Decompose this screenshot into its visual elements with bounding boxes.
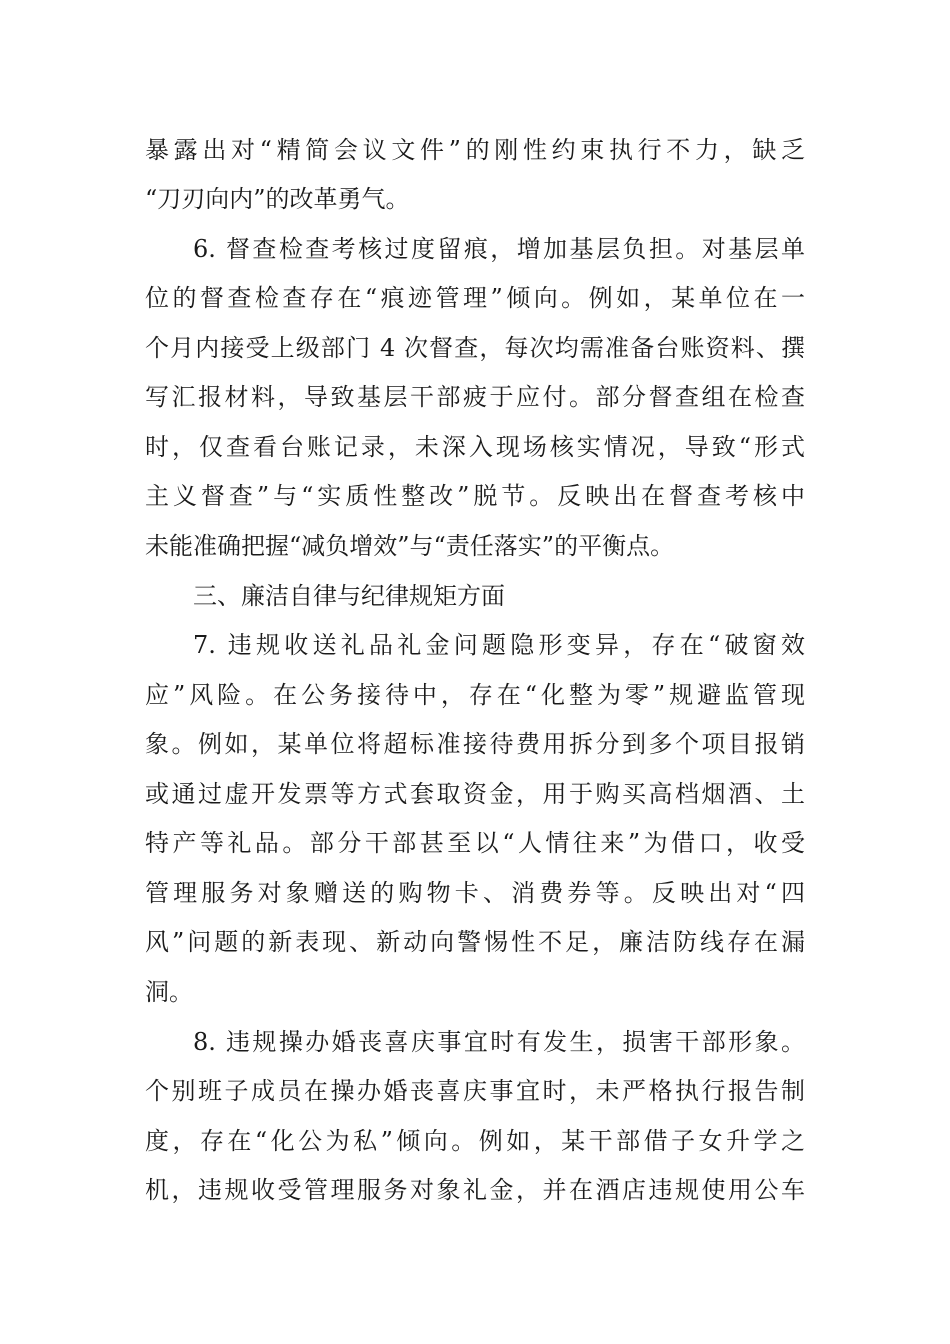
text-line: 6. 督查检查考核过度留痕，增加基层负担。对基层单 [193, 235, 805, 263]
text-line: 位的督查检查存在“痕迹管理”倾向。例如，某单位在一 [145, 284, 805, 312]
text-line: 象。例如，某单位将超标准接待费用拆分到多个项目报销 [145, 730, 805, 758]
text-line: 机，违规收受管理服务对象礼金，并在酒店违规使用公车 [145, 1176, 805, 1204]
text-line: 写汇报材料，导致基层干部疲于应付。部分督查组在检查 [145, 383, 805, 411]
text-line: 应”风险。在公务接待中，存在“化整为零”规避监管现 [145, 681, 805, 709]
text-line: 个月内接受上级部门 4 次督查，每次均需准备台账资料、撰 [145, 334, 805, 362]
section-heading: 三、廉洁自律与纪律规矩方面 [193, 582, 505, 610]
text-line: “刀刃向内”的改革勇气。 [145, 185, 410, 213]
text-line: 洞。 [145, 978, 193, 1006]
text-line: 8. 违规操办婚丧喜庆事宜时有发生，损害干部形象。 [193, 1028, 805, 1056]
text-line: 暴露出对“精简会议文件”的刚性约束执行不力，缺乏 [145, 136, 805, 164]
text-line: 7. 违规收送礼品礼金问题隐形变异，存在“破窗效 [193, 631, 805, 659]
text-line: 主义督查”与“实质性整改”脱节。反映出在督查考核中 [145, 482, 805, 510]
text-line: 未能准确把握“减负增效”与“责任落实”的平衡点。 [145, 532, 675, 560]
text-line: 度，存在“化公为私”倾向。例如，某干部借子女升学之 [145, 1127, 805, 1155]
text-line: 风”问题的新表现、新动向警惕性不足，廉洁防线存在漏 [145, 928, 805, 956]
text-line: 个别班子成员在操办婚丧喜庆事宜时，未严格执行报告制 [145, 1077, 805, 1105]
text-line: 管理服务对象赠送的购物卡、消费券等。反映出对“四 [145, 879, 805, 907]
text-line: 或通过虚开发票等方式套取资金，用于购买高档烟酒、土 [145, 780, 805, 808]
text-line: 时，仅查看台账记录，未深入现场核实情况，导致“形式 [145, 433, 805, 461]
text-line: 特产等礼品。部分干部甚至以“人情往来”为借口，收受 [145, 829, 805, 857]
